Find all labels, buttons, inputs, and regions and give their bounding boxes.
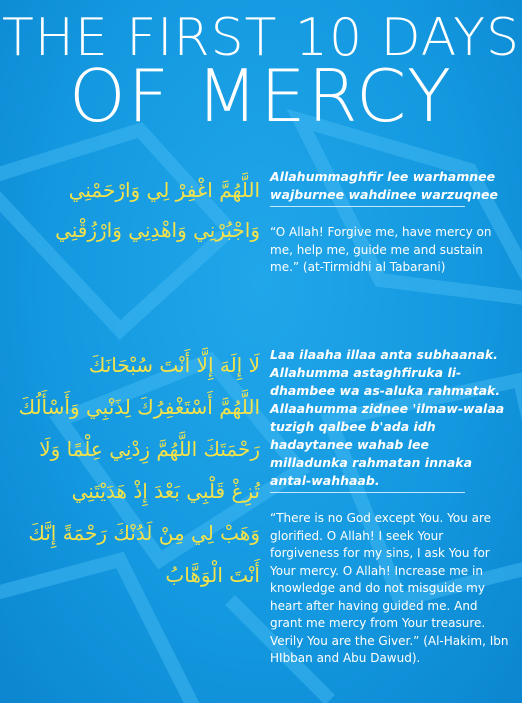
dua-2-transliteration: Laa ilaaha illaa anta subhaanak. Allahumma astaghfiruka li-dhambee wa as-aluka rahmatak. Allaahumma zidnee 'ilmaw-walaa tuzigh qalbee b'ada idh hadaytanee wahab lee milladunka rahmatan innaka antal-wahhaab. [270,347,505,488]
dua-2-translation: “There is no God except You. You are glorified. O Allah! I seek Your forgiveness for my sins, I ask You for Your mercy. O Allah! Increase me in knowledge and do not misguide my heart after having guided me. And grant me mercy from Your treasure. Verily You are the Giver.” (Al-Hakim, Ibn HIbban and Abu Dawud). [270,511,509,665]
divider [270,492,465,493]
arabic-line: وَهَبْ لِي مِنْ لَدُنْكَ رَحْمَةً إِنَّكَ [28,521,260,545]
arabic-line: لَا إِلَهَ إِلَّا أَنْتَ سُبْحَانَكَ [88,353,260,377]
dua-1-transliteration: Allahummaghfir lee warhamnee wajburnee wahdinee warzuqnee [270,169,498,202]
arabic-line: اللَّهُمَّ أَسْتَغْفِرُكَ لِذَنْبِي وَأَسْأَلُكَ [18,395,260,419]
arabic-line: وَاجْبُرْنِي وَاهْدِنِي وَارْزُقْنِي [55,218,260,242]
dua-1-translation: “O Allah! Forgive me, have mercy on me, help me, guide me and sustain me.” (at-Tirmidhi al Tabarani) [270,225,492,274]
arabic-line: تُزِغْ قَلْبِي بَعْدَ إِذْ هَدَيْتَنِي [71,479,260,503]
dua-2-arabic [20,344,260,596]
title-line-1: THE FIRST 10 DAYS [1,8,521,68]
arabic-line: اللَّهُمَّ اغْفِرْ لِي وَارْحَمْنِي [68,178,260,202]
arabic-line: أَنْتَ الْوَهَّابُ [165,563,260,587]
arabic-line: رَحْمَتَكَ اللَّهُمَّ زِدْنِي عِلْمًا وَلَا [39,437,260,461]
divider [270,206,465,207]
dua-1-arabic [20,170,260,250]
title-line-2: OF MERCY [68,54,453,138]
